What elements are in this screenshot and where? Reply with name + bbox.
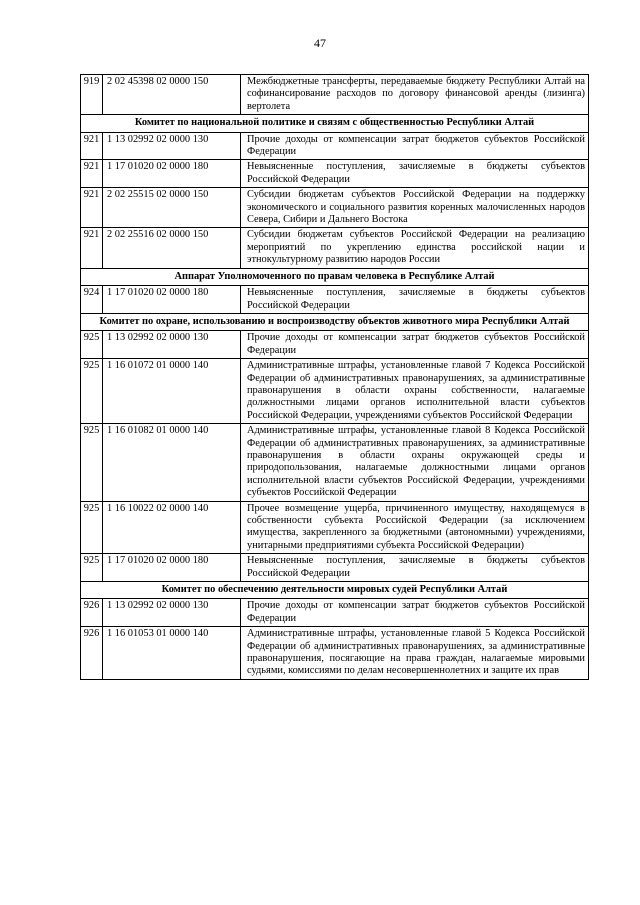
revenue-description-cell: Прочие доходы от компенсации затрат бюджетов субъектов Российской Федерации xyxy=(241,331,589,359)
section-title: Комитет по охране, использованию и воспроизводству объектов животного мира Республики Алтай xyxy=(81,313,589,330)
section-title: Аппарат Уполномоченного по правам человека в Республике Алтай xyxy=(81,268,589,285)
revenue-description-cell: Прочие доходы от компенсации затрат бюджетов субъектов Российской Федерации xyxy=(241,599,589,627)
revenue-description-cell: Административные штрафы, установленные главой 5 Кодекса Российской Федерации об административных правонарушениях, за административные правонарушения, посягающие на права граждан, налагаемые мировыми судьями, комиссиями по делам несовершеннолетних и защите их прав xyxy=(241,627,589,680)
revenue-code-cell: 1 17 01020 02 0000 180 xyxy=(103,160,241,188)
table-row xyxy=(81,424,589,501)
admin-code-cell: 921 xyxy=(81,228,103,268)
admin-code-cell: 926 xyxy=(81,627,103,680)
revenue-code-cell: 2 02 25515 02 0000 150 xyxy=(103,188,241,228)
table-row xyxy=(81,359,589,424)
revenue-code-cell: 1 17 01020 02 0000 180 xyxy=(103,286,241,314)
revenue-code-cell: 1 16 10022 02 0000 140 xyxy=(103,501,241,554)
admin-code-cell: 925 xyxy=(81,331,103,359)
revenue-code-cell: 2 02 45398 02 0000 150 xyxy=(103,75,241,115)
revenue-description-cell: Субсидии бюджетам субъектов Российской Федерации на поддержку экономического и социального развития коренных малочисленных народов Севера, Сибири и Дальнего Востока xyxy=(241,188,589,228)
revenue-description-cell: Прочие доходы от компенсации затрат бюджетов субъектов Российской Федерации xyxy=(241,132,589,160)
admin-code-cell: 925 xyxy=(81,359,103,424)
revenue-code-cell: 1 13 02992 02 0000 130 xyxy=(103,331,241,359)
revenue-description-cell: Административные штрафы, установленные главой 8 Кодекса Российской Федерации об административных правонарушениях, за административные правонарушения в области охраны окружающей среды и природопользования, налагаемые должностными лицами органов исполнительной власти субъектов Российской Федерации, учреждениями субъектов Российской Федерации xyxy=(241,424,589,501)
revenue-description-cell: Межбюджетные трансферты, передаваемые бюджету Республики Алтай на софинансирование расходов по договору финансовой аренды (лизинга) вертолета xyxy=(241,75,589,115)
section-header-row xyxy=(81,582,589,599)
table-row xyxy=(81,501,589,554)
revenue-code-cell: 1 16 01082 01 0000 140 xyxy=(103,424,241,501)
revenue-codes-table xyxy=(80,74,589,680)
admin-code-cell: 921 xyxy=(81,160,103,188)
revenue-code-cell: 1 16 01053 01 0000 140 xyxy=(103,627,241,680)
revenue-description-cell: Невыясненные поступления, зачисляемые в бюджеты субъектов Российской Федерации xyxy=(241,286,589,314)
revenue-code-cell: 1 13 02992 02 0000 130 xyxy=(103,132,241,160)
revenue-code-cell: 1 13 02992 02 0000 130 xyxy=(103,599,241,627)
revenue-description-cell: Субсидии бюджетам субъектов Российской Федерации на реализацию мероприятий по укреплению единства российской нации и этнокультурному развитию народов России xyxy=(241,228,589,268)
revenue-description-cell: Прочее возмещение ущерба, причиненного имуществу, находящемуся в собственности субъекта Российской Федерации (за исключением имущества, закрепленного за бюджетными (автономными) учреждениями, унитарными предприятиями субъекта Российской Федерации) xyxy=(241,501,589,554)
revenue-description-cell: Невыясненные поступления, зачисляемые в бюджеты субъектов Российской Федерации xyxy=(241,160,589,188)
table-row xyxy=(81,132,589,160)
table-body xyxy=(81,75,589,680)
section-header-row xyxy=(81,313,589,330)
page-number: 47 xyxy=(314,36,326,50)
table-row xyxy=(81,188,589,228)
revenue-description-cell: Невыясненные поступления, зачисляемые в бюджеты субъектов Российской Федерации xyxy=(241,554,589,582)
admin-code-cell: 925 xyxy=(81,501,103,554)
admin-code-cell: 919 xyxy=(81,75,103,115)
admin-code-cell: 924 xyxy=(81,286,103,314)
table-row xyxy=(81,160,589,188)
admin-code-cell: 925 xyxy=(81,424,103,501)
table-row xyxy=(81,75,589,115)
admin-code-cell: 925 xyxy=(81,554,103,582)
table-row xyxy=(81,286,589,314)
admin-code-cell: 921 xyxy=(81,132,103,160)
table-row xyxy=(81,554,589,582)
section-title: Комитет по национальной политике и связям с общественностью Республики Алтай xyxy=(81,115,589,132)
table-row xyxy=(81,627,589,680)
table-row xyxy=(81,331,589,359)
revenue-code-cell: 2 02 25516 02 0000 150 xyxy=(103,228,241,268)
admin-code-cell: 921 xyxy=(81,188,103,228)
table-row xyxy=(81,228,589,268)
revenue-description-cell: Административные штрафы, установленные главой 7 Кодекса Российской Федерации об административных правонарушениях, за административные правонарушения в области охраны собственности, налагаемые должностными лицами органов исполнительной власти субъектов Российской Федерации, учреждениями субъектов Российской Федерации xyxy=(241,359,589,424)
section-title: Комитет по обеспечению деятельности мировых судей Республики Алтай xyxy=(81,582,589,599)
section-header-row xyxy=(81,268,589,285)
revenue-code-cell: 1 17 01020 02 0000 180 xyxy=(103,554,241,582)
section-header-row xyxy=(81,115,589,132)
admin-code-cell: 926 xyxy=(81,599,103,627)
revenue-code-cell: 1 16 01072 01 0000 140 xyxy=(103,359,241,424)
table-row xyxy=(81,599,589,627)
